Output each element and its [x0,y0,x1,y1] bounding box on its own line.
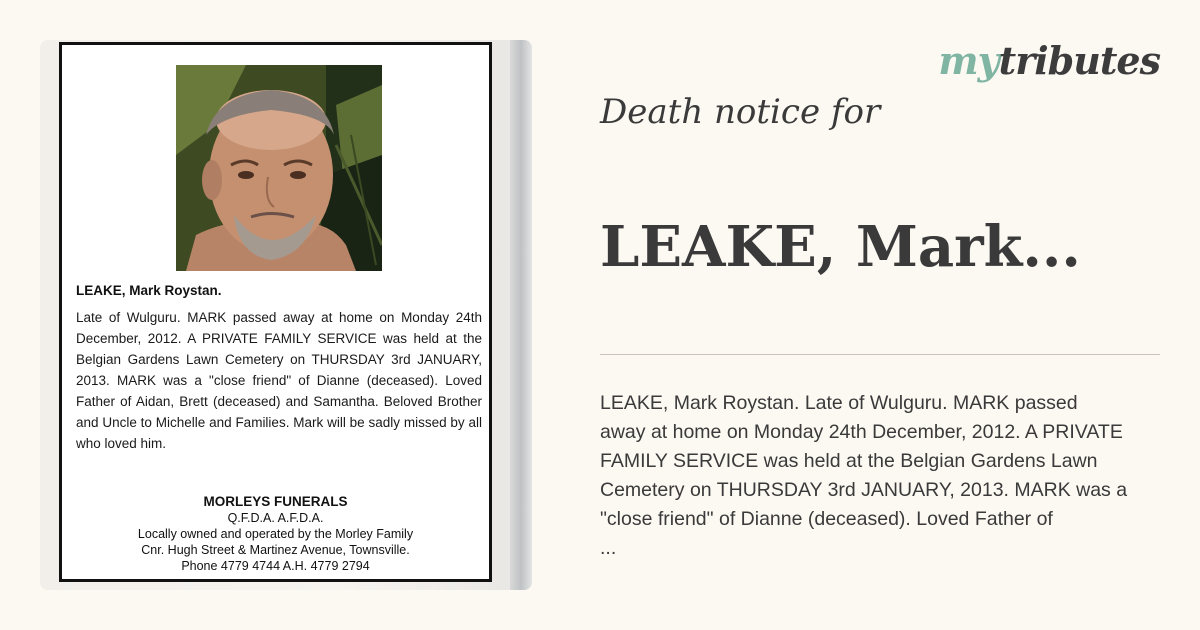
notice-body-text: Late of Wulguru. MARK passed away at home on Monday 24th December, 2012. A PRIVATE FAMILY SERVICE was held at the Belgian Gardens Lawn Cemetery on THURSDAY 3rd JANUARY, 2013. MARK was a "close friend" of Dianne (deceased). Loved Father of Aidan, Brett (deceased) and Samantha. Beloved Brother and Uncle to Michelle and Families. Mark will be sadly missed by all who loved him. [76,310,482,451]
logo-tributes: tributes [998,38,1160,83]
funeral-home-address: Cnr. Hugh Street & Martinez Avenue, Townsville. [141,543,410,557]
deceased-name-title: LEAKE, Mark... [600,214,1081,280]
funeral-home-phone: Phone 4779 4744 A.H. 4779 2794 [181,559,370,573]
newspaper-notice [59,42,492,582]
card-edge-shadow [510,40,532,590]
death-notice-card [40,40,532,590]
mytributes-logo[interactable] [938,38,1160,83]
logo-my: my [938,38,999,83]
divider [600,354,1160,355]
notice-summary: LEAKE, Mark Roystan. Late of Wulguru. MARK passed away at home on Monday 24th December, 2012. A PRIVATE FAMILY SERVICE was held at the Belgian Gardens Lawn Cemetery on THURSDAY 3rd JANUARY, 2013. MARK was a "close friend" of Dianne (deceased). Loved Father of ... [600,392,1128,559]
portrait-image [176,65,382,271]
notice-deceased-name: LEAKE, Mark Roystan. [76,283,222,298]
page-heading: Death notice for [600,92,881,132]
funeral-home-accreditation: Q.F.D.A. A.F.D.A. [227,511,324,525]
funeral-home-block [62,494,489,574]
portrait-photo [176,65,382,271]
funeral-home-name: MORLEYS FUNERALS [203,494,348,509]
funeral-home-ownership: Locally owned and operated by the Morley Family [137,527,414,541]
